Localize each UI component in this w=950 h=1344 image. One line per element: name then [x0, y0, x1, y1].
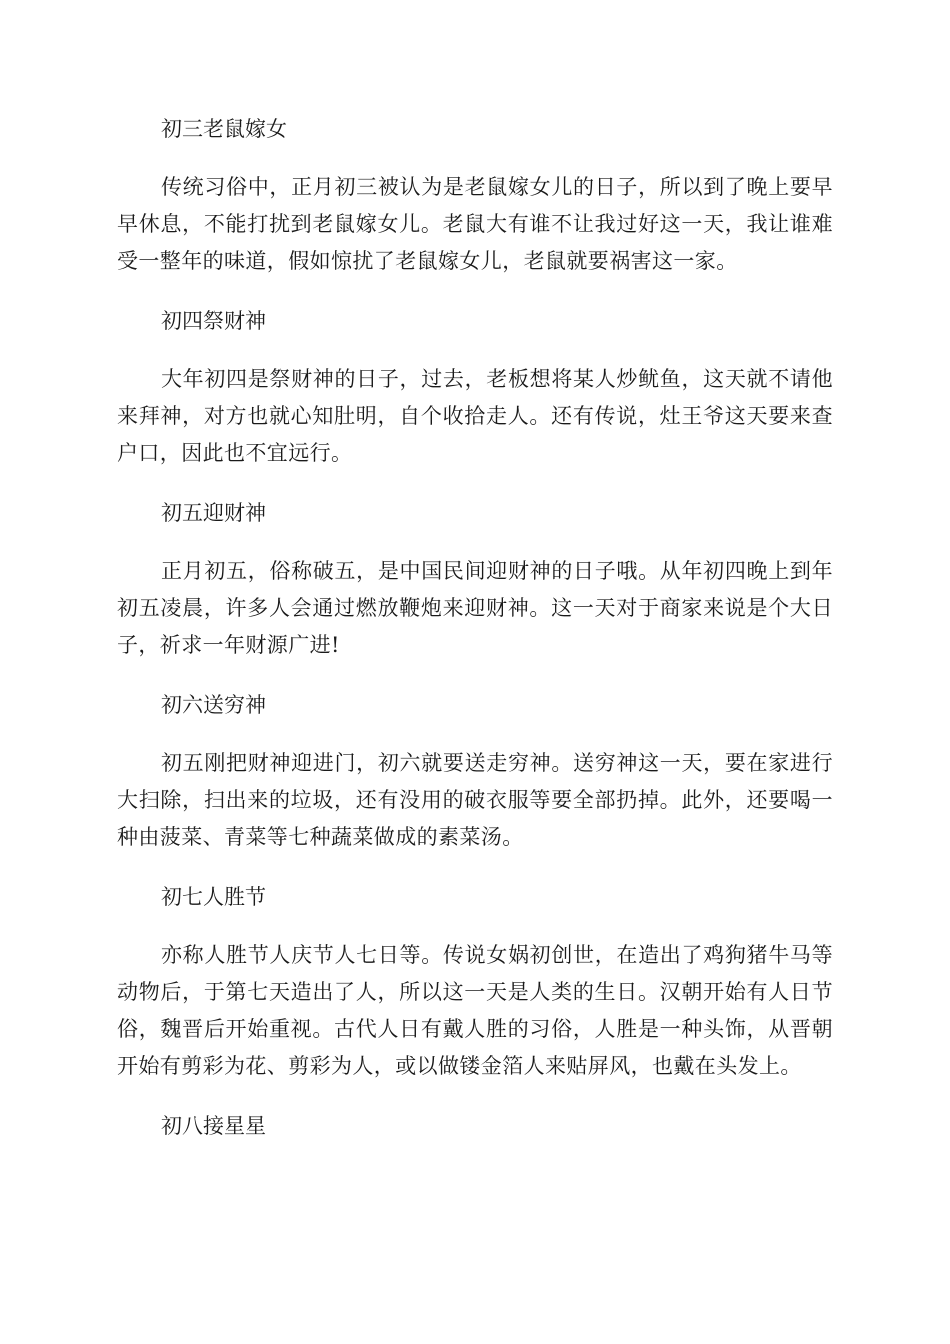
section-heading-day6: 初六送穷神 [161, 693, 266, 717]
section-heading-day4: 初四祭财神 [161, 309, 266, 333]
section-paragraph-day4: 大年初四是祭财神的日子，过去，老板想将某人炒鱿鱼，这天就不请他来拜神，对方也就心知肚明，自个收拾走人。还有传说，灶王爷这天要来查户口，因此也不宜远行。 [117, 367, 833, 465]
section-paragraph-day6: 初五刚把财神迎进门，初六就要送走穷神。送穷神这一天，要在家进行大扫除，扫出来的垃圾，还有没用的破衣服等要全部扔掉。此外，还要喝一种由菠菜、青菜等七种蔬菜做成的素菜汤。 [117, 751, 833, 849]
section-paragraph-day5: 正月初五，俗称破五，是中国民间迎财神的日子哦。从年初四晚上到年初五凌晨，许多人会通过燃放鞭炮来迎财神。这一天对于商家来说是个大日子，祈求一年财源广进! [117, 559, 833, 657]
section-heading-day5: 初五迎财神 [161, 501, 266, 525]
section-paragraph-day7: 亦称人胜节人庆节人七日等。传说女娲初创世，在造出了鸡狗猪牛马等动物后，于第七天造出了人，所以这一天是人类的生日。汉朝开始有人日节俗，魏晋后开始重视。古代人日有戴人胜的习俗，人胜是一种头饰，从晋朝开始有剪彩为花、剪彩为人，或以做镂金箔人来贴屏风，也戴在头发上。 [117, 943, 833, 1078]
section-heading-day7: 初七人胜节 [161, 885, 266, 909]
section-heading-day8: 初八接星星 [161, 1114, 266, 1138]
section-heading-day3: 初三老鼠嫁女 [161, 117, 287, 141]
section-paragraph-day3: 传统习俗中，正月初三被认为是老鼠嫁女儿的日子，所以到了晚上要早早休息，不能打扰到老鼠嫁女儿。老鼠大有谁不让我过好这一天，我让谁难受一整年的味道，假如惊扰了老鼠嫁女儿，老鼠就要祸害这一家。 [117, 175, 833, 273]
document-body [117, 111, 833, 1166]
